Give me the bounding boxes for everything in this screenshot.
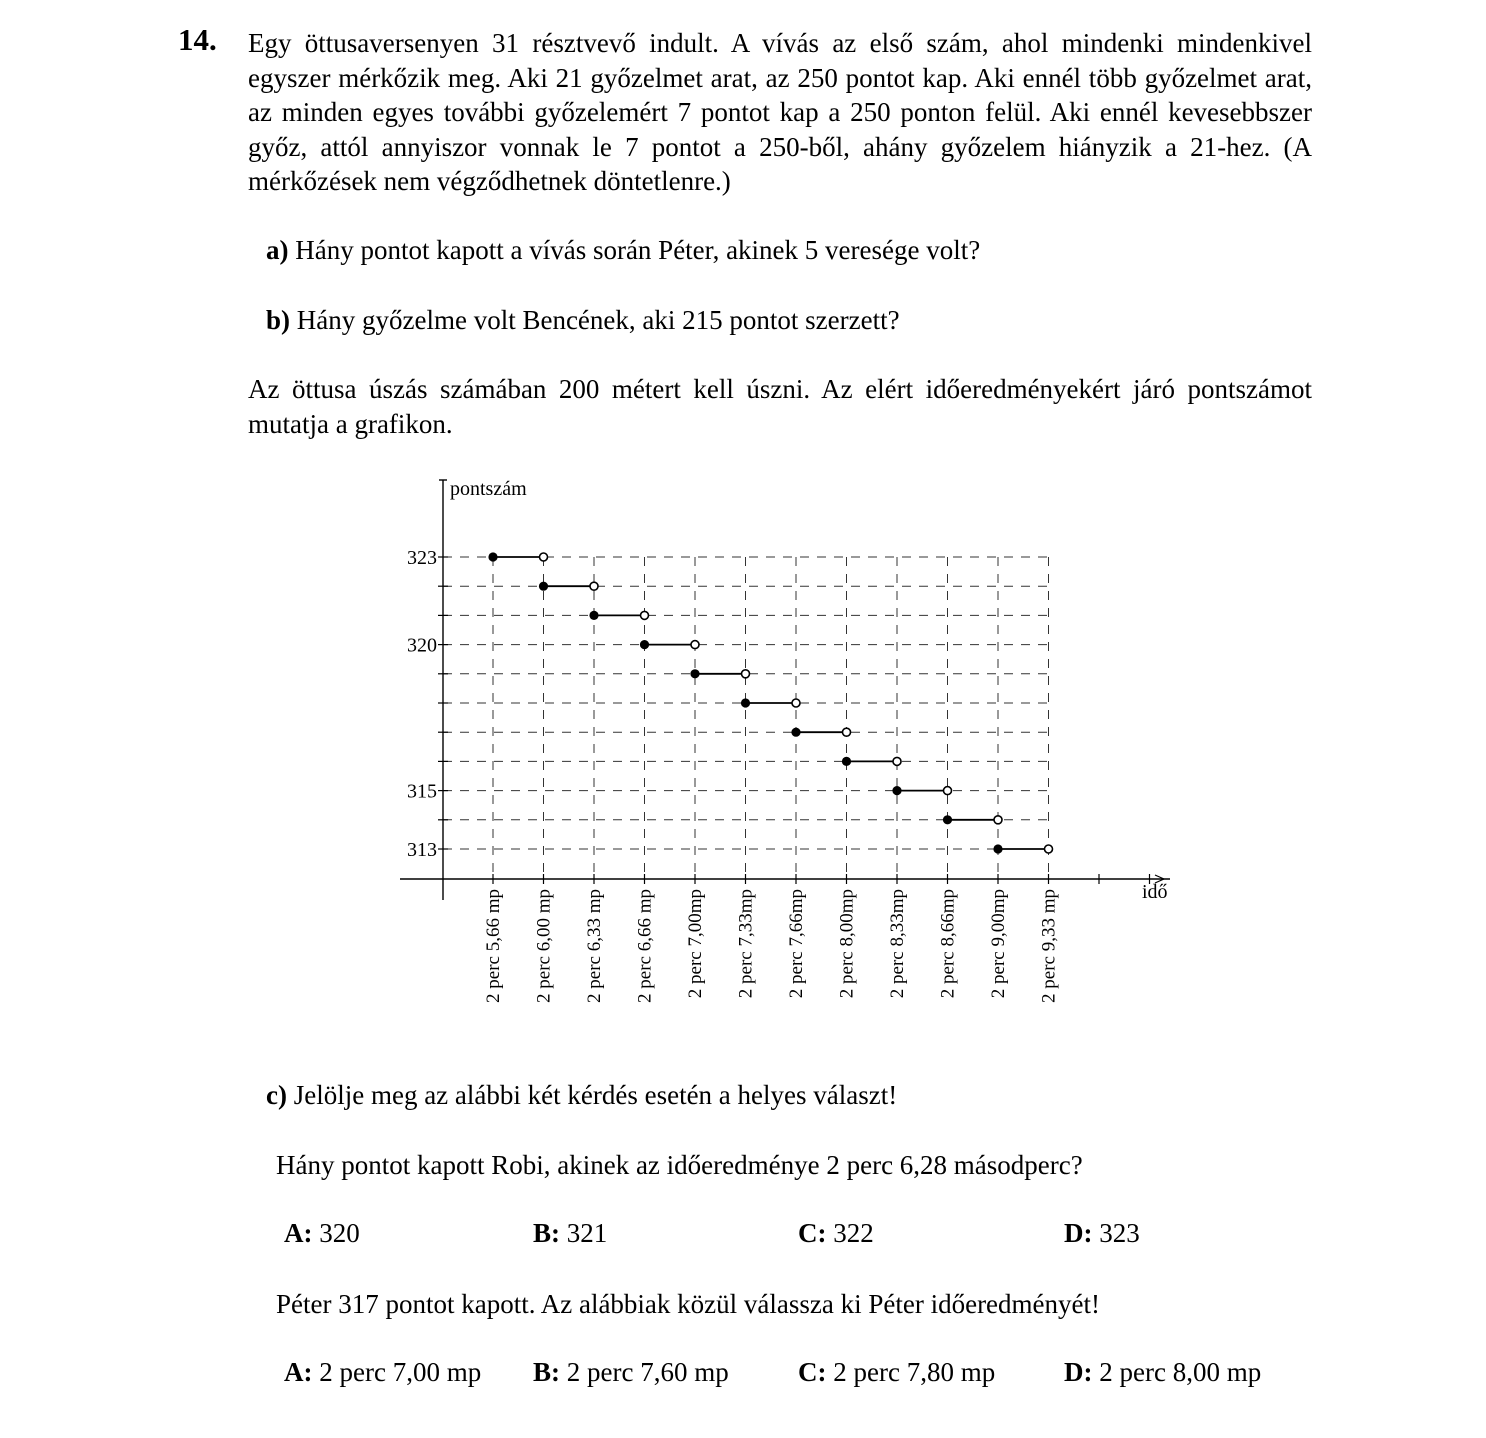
question-a bbox=[266, 233, 980, 267]
step-open-dot bbox=[944, 787, 952, 795]
y-axis-label: pontszám bbox=[450, 478, 527, 500]
step-open-dot bbox=[540, 553, 548, 561]
x-axis-label: idő bbox=[1142, 881, 1168, 903]
problem-number: 14. bbox=[178, 22, 217, 57]
question-c2: Péter 317 pontot kapott. Az alábbiak közül válassza ki Péter időeredményét! bbox=[276, 1289, 1101, 1319]
steps bbox=[488, 552, 1052, 853]
question-b-label: b) bbox=[266, 305, 291, 335]
question-b bbox=[266, 303, 900, 337]
q2-option-c-text: 2 perc 7,80 mp bbox=[826, 1357, 996, 1387]
x-tick-label: 2 perc 9,00mp bbox=[988, 889, 1009, 999]
swim-intro: Az öttusa úszás számában 200 métert kell úszni. Az elért időeredményekért járó pontszámot mutatja a grafikon. bbox=[248, 374, 1312, 439]
q2-option-a-label: A: bbox=[284, 1357, 313, 1387]
question-a-label: a) bbox=[266, 235, 289, 265]
q1-option-c[interactable] bbox=[798, 1216, 874, 1250]
step-open-dot bbox=[893, 757, 901, 765]
q2-option-d-label: D: bbox=[1064, 1357, 1093, 1387]
step-closed-dot bbox=[943, 815, 952, 824]
x-tick-label: 2 perc 9,33 mp bbox=[1038, 889, 1060, 1003]
question-c-text: Jelölje meg az alábbi két kérdés esetén a helyes választ! bbox=[286, 1080, 898, 1110]
x-tick-label: 2 perc 8,66mp bbox=[937, 889, 959, 999]
q2-option-a[interactable] bbox=[284, 1355, 481, 1389]
x-tick-label: 2 perc 7,33mp bbox=[735, 889, 757, 999]
step-open-dot bbox=[792, 699, 800, 707]
step-open-dot bbox=[691, 641, 699, 649]
step-closed-dot bbox=[690, 669, 699, 678]
x-tick-label: 2 perc 7,00mp bbox=[685, 889, 706, 999]
step-open-dot bbox=[843, 728, 851, 736]
x-tick-label: 2 perc 6,66 mp bbox=[634, 889, 656, 1003]
y-tick-label: 320 bbox=[407, 634, 437, 657]
q2-option-d-text: 2 perc 8,00 mp bbox=[1092, 1357, 1262, 1387]
q2-option-b[interactable] bbox=[533, 1355, 729, 1389]
step-open-dot bbox=[590, 582, 598, 590]
q2-option-a-text: 2 perc 7,00 mp bbox=[312, 1357, 482, 1387]
y-tick-label: 323 bbox=[407, 547, 437, 569]
question-b-text: Hány győzelme volt Bencének, aki 215 pontot szerzett? bbox=[290, 305, 900, 335]
question-c-label: c) bbox=[266, 1080, 287, 1110]
step-chart bbox=[380, 462, 1200, 1042]
step-open-dot bbox=[641, 611, 649, 619]
step-closed-dot bbox=[791, 728, 800, 737]
q2-option-c-label: C: bbox=[798, 1357, 827, 1387]
step-closed-dot bbox=[539, 582, 548, 591]
q1-option-d-text: 323 bbox=[1092, 1218, 1140, 1248]
step-open-dot bbox=[1045, 845, 1053, 853]
x-tick-label: 2 perc 7,66mp bbox=[786, 889, 807, 999]
x-tick-label: 2 perc 8,00mp bbox=[836, 889, 858, 999]
step-closed-dot bbox=[589, 611, 598, 620]
q2-option-b-label: B: bbox=[533, 1357, 560, 1387]
q1-option-a-label: A: bbox=[284, 1218, 313, 1248]
grid bbox=[443, 557, 1049, 879]
step-open-dot bbox=[994, 816, 1002, 824]
y-ticks bbox=[407, 547, 448, 861]
step-closed-dot bbox=[488, 552, 497, 561]
x-tick-label: 2 perc 6,33 mp bbox=[584, 889, 605, 1003]
x-tick-label: 2 perc 8,33mp bbox=[887, 889, 908, 999]
step-closed-dot bbox=[842, 757, 851, 766]
q1-option-d-label: D: bbox=[1064, 1218, 1093, 1248]
q1-option-d[interactable] bbox=[1064, 1216, 1140, 1250]
q1-option-a-text: 320 bbox=[312, 1218, 360, 1248]
step-closed-dot bbox=[993, 844, 1002, 853]
y-tick-label: 313 bbox=[407, 839, 437, 861]
q1-option-c-label: C: bbox=[798, 1218, 827, 1248]
x-ticks bbox=[483, 874, 1150, 1003]
problem-intro: Egy öttusaversenyen 31 résztvevő indult. A vívás az első szám, ahol mindenki mindenkivel egyszer mérkőzik meg. Aki 21 győzelmet arat, az 250 pontot kap. Aki ennél több győzelmet arat, az minden egyes további győzelemért 7 pontot kap a 250 ponton felül. Aki ennél kevesebbszer győz, attól annyiszor vonnak le 7 pontot a 250-ből, ahány győzelem hiányzik a 21-hez. (A mérkőzések nem végződhetnek döntetlenre.) bbox=[248, 28, 1312, 196]
question-c bbox=[266, 1078, 897, 1112]
q1-option-a[interactable] bbox=[284, 1216, 360, 1250]
q2-option-b-text: 2 perc 7,60 mp bbox=[560, 1357, 729, 1387]
q2-option-d[interactable] bbox=[1064, 1355, 1261, 1389]
q2-option-c[interactable] bbox=[798, 1355, 995, 1389]
step-closed-dot bbox=[640, 640, 649, 649]
axes bbox=[400, 478, 1170, 903]
x-tick-label: 2 perc 6,00 mp bbox=[533, 889, 555, 1003]
y-tick-label: 315 bbox=[407, 780, 437, 803]
q1-option-b-label: B: bbox=[533, 1218, 560, 1248]
x-tick-label: 2 perc 5,66 mp bbox=[483, 889, 504, 1003]
step-closed-dot bbox=[741, 698, 750, 707]
q1-option-b[interactable] bbox=[533, 1216, 607, 1250]
q1-option-b-text: 321 bbox=[560, 1218, 608, 1248]
q1-option-c-text: 322 bbox=[826, 1218, 874, 1248]
step-open-dot bbox=[742, 670, 750, 678]
step-closed-dot bbox=[892, 786, 901, 795]
question-a-text: Hány pontot kapott a vívás során Péter, akinek 5 veresége volt? bbox=[288, 235, 981, 265]
question-c1: Hány pontot kapott Robi, akinek az időeredménye 2 perc 6,28 másodperc? bbox=[276, 1150, 1083, 1180]
